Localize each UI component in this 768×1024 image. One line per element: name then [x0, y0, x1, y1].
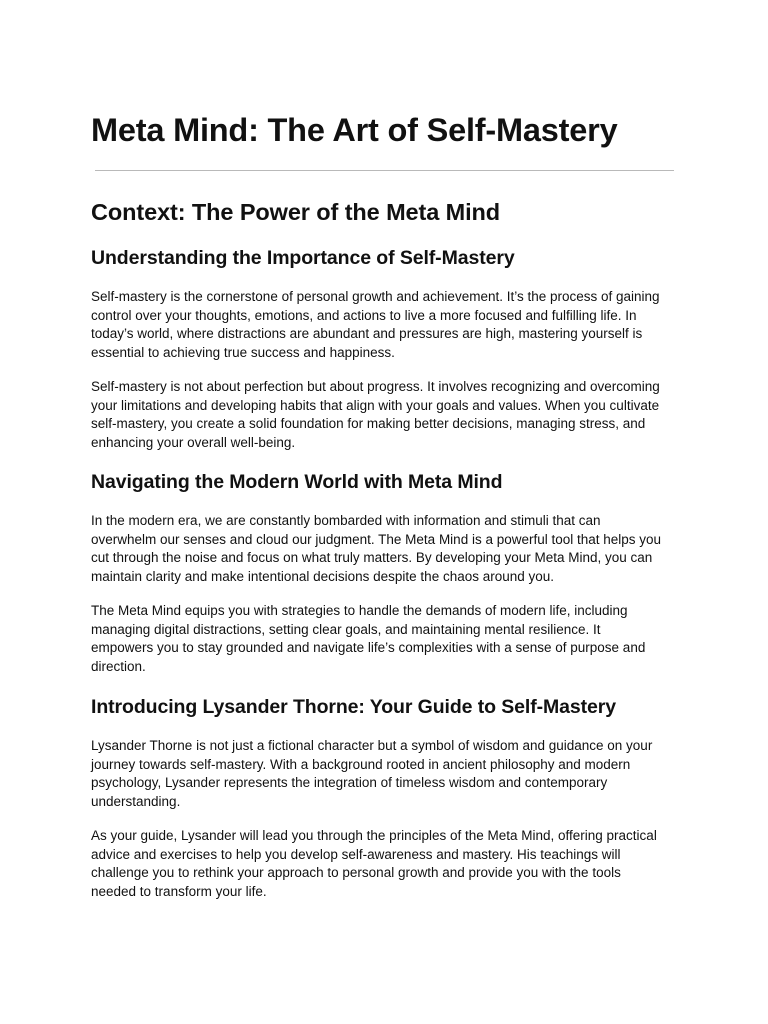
paragraph-line: cut through the noise and focus on what truly matters. By developing your Meta Mind, you can	[91, 550, 653, 566]
paragraph-line: direction.	[91, 658, 146, 674]
paragraph-line: The Meta Mind equips you with strategies to handle the demands of modern life, including	[91, 603, 628, 618]
title-divider	[95, 170, 674, 171]
paragraph-line: empowers you to stay grounded and navigate life’s complexities with a sense of purpose and	[91, 640, 646, 656]
subsection-heading-lysander-thorne: Introducing Lysander Thorne: Your Guide to Self-Mastery	[91, 696, 617, 718]
paragraph	[91, 378, 677, 452]
paragraph	[91, 512, 677, 586]
paragraph-line: understanding.	[91, 793, 181, 809]
paragraph-line: needed to transform your life.	[91, 883, 267, 899]
section-heading: Context: The Power of the Meta Mind	[91, 199, 501, 225]
paragraph-line: control over your thoughts, emotions, and actions to live a more focused and fulfilling life. In	[91, 307, 637, 323]
paragraph-line: journey towards self-mastery. With a background rooted in ancient philosophy and modern	[91, 756, 631, 772]
paragraph	[91, 827, 677, 901]
paragraph-line: psychology, Lysander represents the integration of timeless wisdom and contemporary	[91, 775, 608, 791]
paragraph-line: today’s world, where distractions are abundant and pressures are high, mastering yourself is	[91, 326, 643, 342]
paragraph-line: enhancing your overall well-being.	[91, 434, 296, 450]
paragraph-line: In the modern era, we are constantly bombarded with information and stimuli that can	[91, 513, 601, 528]
paragraph-line: your limitations and developing habits that align with your goals and values. When you cultivate	[91, 397, 660, 413]
subsection-heading-self-mastery: Understanding the Importance of Self-Mastery	[91, 247, 515, 269]
paragraph-line: Lysander Thorne is not just a fictional character but a symbol of wisdom and guidance on your	[91, 738, 653, 753]
paragraph-line: maintain clarity and make intentional decisions despite the chaos around you.	[91, 568, 555, 584]
paragraph-line: As your guide, Lysander will lead you through the principles of the Meta Mind, offering practical	[91, 828, 657, 843]
paragraph	[91, 737, 677, 811]
paragraph	[91, 602, 677, 676]
paragraph-line: challenge you to rethink your approach to personal growth and provide you with the tools	[91, 865, 621, 881]
paragraph-line: essential to achieving true success and happiness.	[91, 344, 395, 360]
paragraph-line: Self-mastery is the cornerstone of personal growth and achievement. It’s the process of gaining	[91, 289, 660, 304]
subsection-heading-modern-world: Navigating the Modern World with Meta Mind	[91, 471, 503, 493]
document-title: Meta Mind: The Art of Self-Mastery	[91, 112, 618, 148]
paragraph-line: managing digital distractions, setting clear goals, and maintaining mental resilience. It	[91, 621, 601, 637]
paragraph-line: overwhelm our senses and cloud our judgment. The Meta Mind is a powerful tool that helps you	[91, 531, 662, 547]
paragraph	[91, 288, 677, 362]
paragraph-line: advice and exercises to help you develop self-awareness and mastery. His teachings will	[91, 846, 621, 862]
paragraph-line: self-mastery, you create a solid foundation for making better decisions, managing stress, and	[91, 416, 646, 432]
paragraph-line: Self-mastery is not about perfection but about progress. It involves recognizing and overcoming	[91, 379, 660, 394]
